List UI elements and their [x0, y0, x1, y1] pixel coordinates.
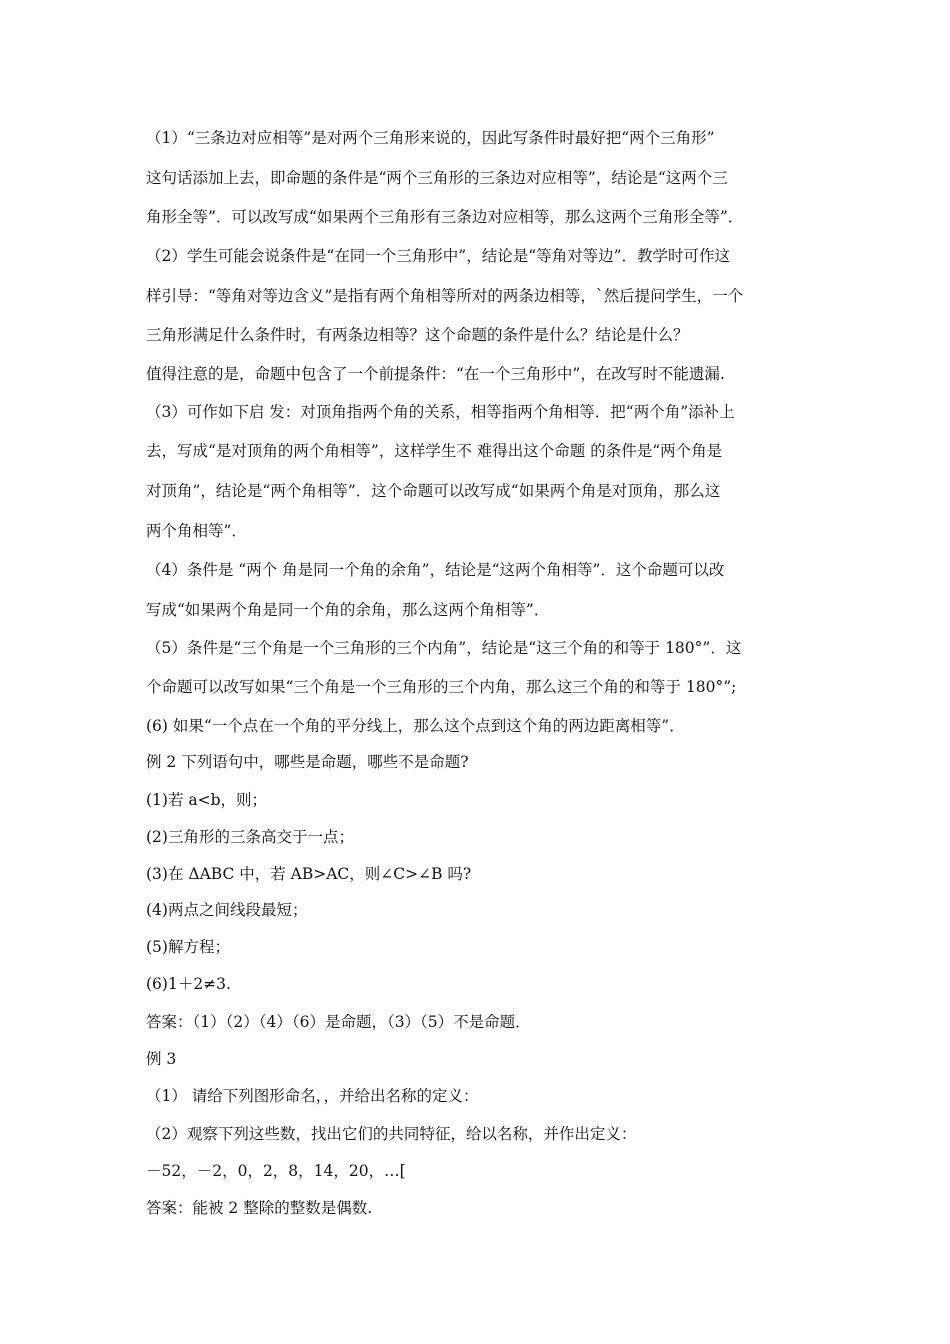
text-line: 写成“如果两个角是同一个角的余角，那么这两个角相等”．	[146, 601, 550, 619]
text-line: 个命题可以改写如果“三个角是一个三角形的三个内角，那么这三个角的和等于 180°”;	[146, 678, 737, 696]
text-line: 去，写成“是对顶角的两个角相等”，这样学生不 难得出这个命题 的条件是“两个角是	[146, 442, 723, 460]
text-line: 值得注意的是，命题中包含了一个前提条件：“在一个三角形中”，在改写时不能遗漏.	[146, 365, 725, 383]
text-line: 对顶角”，结论是“两个角相等”．这个命题可以改写成“如果两个角是对顶角，那么这	[146, 482, 721, 500]
text-line: （5）条件是“三个角是一个三角形的三个内角”，结论是“这三个角的和等于 180°”．这	[146, 639, 742, 657]
text-line: (2)三角形的三条高交于一点；	[146, 828, 354, 846]
text-line: 答案：（1）（2）（4）（6）是命题，（3）（5）不是命题．	[146, 1013, 531, 1031]
text-line: 这句话添加上去，即命题的条件是“两个三角形的三条边对应相等”，结论是“这两个三	[146, 169, 728, 187]
text-line: －52，－2，0，2，8，14，20，…[	[146, 1162, 406, 1180]
text-line: 例 2 下列语句中，哪些是命题，哪些不是命题?	[146, 753, 469, 771]
text-line: （1）“三条边对应相等”是对两个三角形来说的，因此写条件时最好把“两个三角形”	[146, 129, 715, 147]
text-line: （2）学生可能会说条件是“在同一个三角形中”，结论是“等角对等边”．教学时可作这	[146, 247, 731, 265]
text-line: (1)若 a<b，则；	[146, 791, 268, 809]
text-line: 两个角相等”．	[146, 522, 247, 540]
text-line: (6)1＋2≠3.	[146, 975, 231, 993]
text-line: (3)在 ΔABC 中，若 AB>AC，则∠C>∠B 吗?	[146, 865, 472, 883]
text-line: （2）观察下列这些数，找出它们的共同特征，给以名称，并作出定义：	[146, 1125, 637, 1143]
text-line: （4）条件是 “两个 角是同一个角的余角”，结论是“这两个角相等”．这个命题可以改	[146, 561, 725, 579]
text-line: (5)解方程；	[146, 938, 230, 956]
text-line: 例 3	[146, 1050, 177, 1068]
text-line: 答案：能被 2 整除的整数是偶数.	[146, 1199, 373, 1217]
text-line: 三角形满足什么条件时，有两条边相等？这个命题的条件是什么？结论是什么？	[146, 326, 689, 344]
text-line: 样引导：“等角对等边含义”是指有两个角相等所对的两条边相等，`然后提问学生，一个	[146, 287, 744, 305]
text-line: （1） 请给下列图形命名，，并给出名称的定义：	[146, 1087, 479, 1105]
text-line: (4)两点之间线段最短；	[146, 901, 308, 919]
text-line: （3）可作如下启 发：对顶角指两个角的关系，相等指两个角相等．把“两个角”添补上	[146, 403, 735, 421]
text-line: (6) 如果“一个点在一个角的平分线上，那么这个点到这个角的两边距离相等”．	[146, 717, 685, 735]
text-line: 角形全等”．可以改写成“如果两个三角形有三条边对应相等，那么这两个三角形全等”．	[146, 208, 744, 226]
